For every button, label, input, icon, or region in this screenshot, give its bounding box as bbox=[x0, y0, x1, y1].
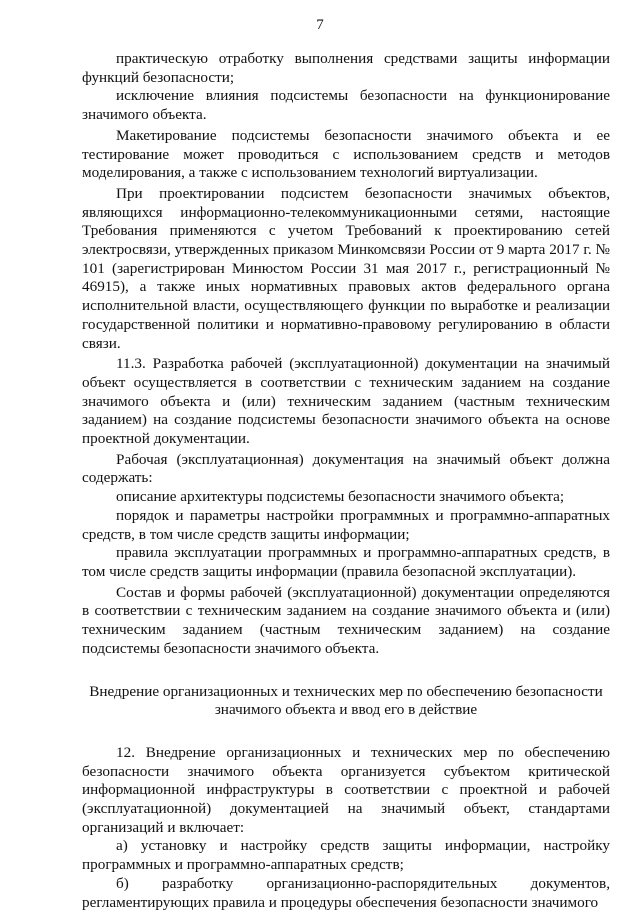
list-item: б) разработку организационно-распорядительных документов, регламентирующих правила и процедуры обеспечения безопасности значимого bbox=[82, 874, 610, 911]
list-item: описание архитектуры подсистемы безопасности значимого объекта; bbox=[116, 488, 565, 506]
paragraph: При проектировании подсистем безопасности значимых объектов, являющихся информационно-телекоммуникационными сетями, настоящие Требования применяются с учетом Требований к проектированию сетей электросвязи, утвержденных приказом Минкомсвязи России от 9 марта 2017 г. № 101 (зарегистрирован Минюстом России 31 мая 2017 г., регистрационный № 46915), а также иных нормативных правовых актов федерального органа исполнительной власти, осуществляющего функции по выработке и реализации государственной политики и нормативно-правовому регулированию в области связи. bbox=[82, 184, 610, 352]
paragraph: Рабочая (эксплуатационная) документация на значимый объект должна содержать: bbox=[82, 450, 610, 487]
page-number: 7 bbox=[316, 17, 324, 33]
paragraph: исключение влияния подсистемы безопасности на функционирование значимого объекта. bbox=[82, 87, 610, 124]
list-item: а) установку и настройку средств защиты информации, настройку программных и программно-аппаратных средств; bbox=[82, 837, 610, 874]
list-item: порядок и параметры настройки программных и программно-аппаратных средств, в том числе средств защиты информации; bbox=[82, 506, 610, 543]
list-item: правила эксплуатации программных и программно-аппаратных средств, в том числе средств защиты информации (правила безопасной эксплуатации). bbox=[82, 544, 610, 580]
paragraph: 12. Внедрение организационных и технических мер по обеспечению безопасности значимого объекта организуется субъектом критической информационной инфраструктуры в соответствии с проектной и рабочей (эксплуатационной) документацией на значимый объект, стандартами организаций и включает: bbox=[82, 743, 610, 836]
section-heading bbox=[82, 683, 610, 720]
section-heading-line: значимого объекта и ввод его в действие bbox=[214, 701, 478, 719]
paragraph: Макетирование подсистемы безопасности значимого объекта и ее тестирование может проводиться с использованием средств и методов моделирования, а также с использованием технологий виртуализации. bbox=[82, 126, 610, 182]
section-heading-line: Внедрение организационных и технических мер по обеспечению безопасности bbox=[89, 682, 603, 700]
paragraph: практическую отработку выполнения средствами защиты информации функций безопасности; bbox=[82, 50, 610, 86]
document-body bbox=[82, 50, 610, 912]
paragraph: Состав и формы рабочей (эксплуатационной) документации определяются в соответствии с техническим заданием на создание значимого объекта и (или) техническим заданием (частным техническим заданием) на создание подсистемы безопасности значимого объекта. bbox=[82, 583, 610, 657]
paragraph: 11.3. Разработка рабочей (эксплуатационной) документации на значимый объект осуществляется в соответствии с техническим заданием на создание значимого объекта и (или) техническим заданием (частным техническим заданием) на создание подсистемы безопасности значимого объекта на основе проектной документации. bbox=[82, 355, 610, 448]
